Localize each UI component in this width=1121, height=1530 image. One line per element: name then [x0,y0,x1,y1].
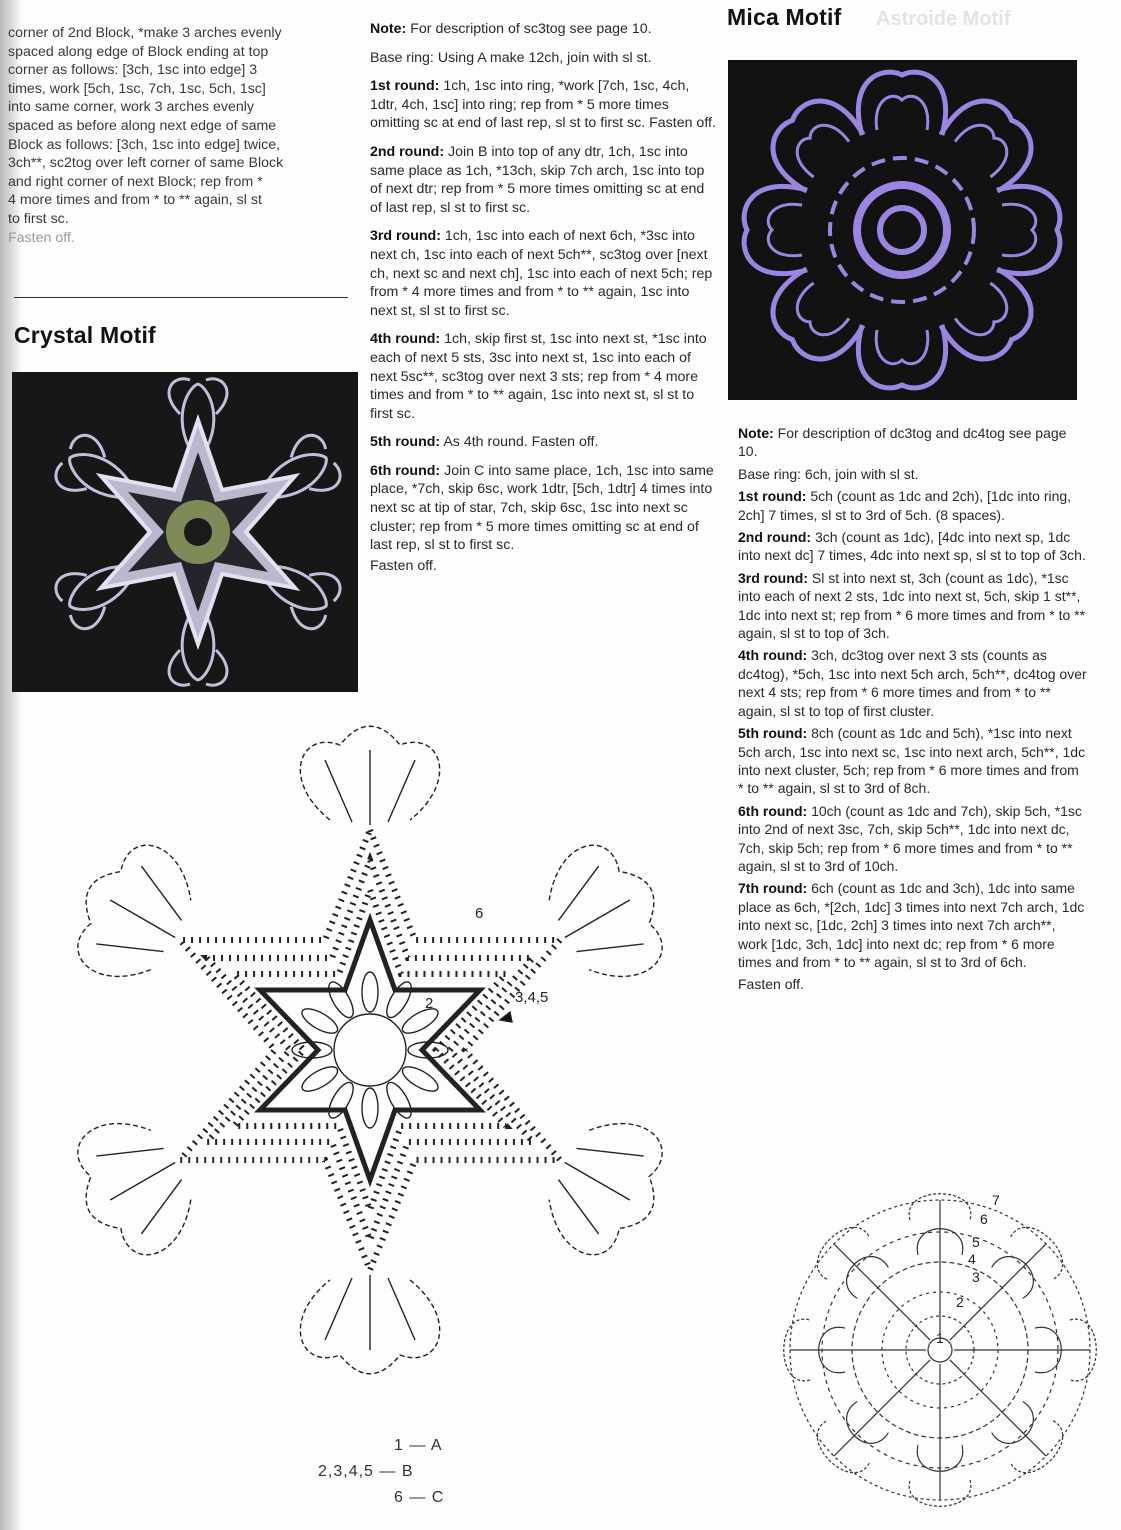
section-divider [14,297,348,298]
mica-crochet-chart [760,1165,1100,1525]
fragment-line: corner as follows: [3ch, 1sc into edge] 3 [8,62,258,79]
crystal-base-ring: Base ring: Using A make 12ch, join with sl st. [370,49,652,66]
previous-pattern-fragment [8,24,348,247]
fragment-line: to first sc. [8,210,69,227]
chart-round-label: 1 [936,1330,944,1346]
mica-round-7: 7th round: 6ch (count as 1dc and 3ch), 1dc into same place as 6ch, *[2ch, 1dc] 3 times into next 7ch arch, 1dc into next sc, [1dc, 2ch] 3 times into next 7ch arch**, work [1dc, 3ch, 1dc] into next dc; rep from * 6 more times and from * to ** again, sl st to 3rd of 6ch. [738,880,1085,970]
legend-row: 2,3,4,5 — B [318,1463,414,1480]
fragment-line: into same corner, work 3 arches evenly [8,99,255,116]
chart-round-label: 2 [956,1294,964,1310]
mica-fasten-off: Fasten off. [738,976,804,993]
mica-round-3: 3rd round: Sl st into next st, 3ch (count as 1dc), *1sc into each of next 2 sts, 1dc into next st, 5ch, skip 1 st**, 1dc into next st; rep from * 6 more times and from * to ** again, sl st to top of 3ch. [738,569,1086,642]
fragment-line: spaced along edge of Block ending at top [8,43,269,60]
mica-round-5: 5th round: 8ch (count as 1dc and 5ch), *1sc into next 5ch arch, 1sc into next sc, 1sc into next arch, 5ch**, 1dc into next cluster, 5ch; rep from * 6 more times and from * to ** again, sl st to 3rd of 8ch. [738,725,1086,797]
yarn-legend [318,1437,444,1507]
chart-round-label: 3 [972,1269,980,1285]
chart-round-label: 5 [972,1234,980,1250]
bleed-through-heading: Astroide Motif [876,8,1011,30]
fragment-line: Fasten off. [8,229,75,246]
fragment-line: 4 more times and from * to ** again, sl st [8,192,262,209]
mica-round-2: 2nd round: 3ch (count as 1dc), [4dc into next sp, 1dc into next dc] 7 times, 4dc into next sp, sl st to top of 3ch. [738,529,1086,564]
mica-motif-title: Mica Motif [727,4,842,30]
fragment-line: corner of 2nd Block, *make 3 arches evenly [8,25,282,41]
legend-row: 1 — A [394,1437,443,1454]
crystal-round-1: 1st round: 1ch, 1sc into ring, *work [7ch, 1sc, 4ch, 1dtr, 4ch, 1sc] into ring; rep from * 5 more times omitting sc at end of last rep, sl st to first sc. Fasten off. [370,78,716,132]
chart-round-label: 3,4,5 [515,989,549,1006]
mica-round-1: 1st round: 5ch (count as 1dc and 2ch), [1dc into ring, 2ch] 7 times, sl st to 3rd of 5ch. (8 spaces). [738,488,1072,523]
fragment-line: spaced as before along next edge of same [8,117,277,134]
fragment-line: and right corner of next Block; rep from * [8,173,263,190]
mica-instructions [738,424,1088,1004]
fragment-line: 3ch**, sc2tog over left corner of same Block [8,155,284,172]
mica-round-6: 6th round: 10ch (count as 1dc and 7ch), skip 5ch, *1sc into 2nd of next 3sc, 7ch, skip 5ch**, 1dc into next dc, 7ch, skip 5ch; rep from * 6 more times and from * to ** again, sl st to 3rd of 10ch. [738,802,1082,874]
chart-round-label: 2 [425,995,434,1012]
crystal-round-3: 3rd round: 1ch, 1sc into each of next 6ch, *3sc into next ch, 1sc into each of next 5ch**, sc3tog over [next ch, next sc and next ch], 1sc into each of next 5ch; rep from * 4 more times and from * to ** again, 1sc into next st, sl st to first sc. [370,228,713,319]
crystal-motif-photo [12,372,358,692]
crystal-motif-title: Crystal Motif [14,322,156,348]
crystal-crochet-chart [60,720,680,1400]
fragment-line: times, work [5ch, 1sc, 7ch, 1sc, 5ch, 1sc] [8,80,266,97]
crystal-round-2: 2nd round: Join B into top of any dtr, 1ch, 1sc into same place as 1ch, *13ch, skip 7ch arch, 1sc into top of next dtr; rep from * 5 more times omitting sc at end of last rep, sl st to first sc. [370,143,705,216]
chart-round-label: 7 [992,1192,1000,1208]
crystal-round-5: 5th round: As 4th round. Fasten off. [370,434,599,451]
fragment-line: Block as follows: [3ch, 1sc into edge] twice, [8,136,281,153]
crystal-round-6: 6th round: Join C into same place, 1ch, 1sc into same place, *7ch, skip 6sc, work 1dtr, [5ch, 1dtr] 4 times into next sc at tip of star, 7ch, skip 6sc, 1sc into next sc cluster; rep from * 5 more times omitting sc at end of last rep, sl st to first sc. [370,462,714,554]
crystal-fasten-off: Fasten off. [370,557,437,574]
mica-round-4: 4th round: 3ch, dc3tog over next 3 sts (counts as dc4tog), *5ch, 1sc into next 5ch arch, 5ch**, dc4tog over next 4 sts; rep from * 6 more times and from * to ** again, sl st to top of first cluster. [738,647,1087,719]
mica-motif-photo [728,60,1077,400]
chart-round-label: 6 [475,905,484,922]
chart-round-label: 4 [968,1251,976,1267]
chart-round-label: 6 [980,1211,988,1227]
crystal-instructions [370,20,718,585]
mica-base-ring: Base ring: 6ch, join with sl st. [738,465,919,482]
crystal-round-4: 4th round: 1ch, skip first st, 1sc into next st, *1sc into each of next 5 sts, 3sc into next st, 1sc into each of next 5sc**, sc3tog over next 3 sts; rep from * 4 more times and from * to ** again, 1sc into next st, sl st to first sc. [370,331,707,422]
mica-note: Note: For description of dc3tog and dc4tog see page 10. [738,425,1067,460]
legend-row: 6 — C [394,1489,445,1506]
crystal-note: Note: For description of sc3tog see page 10. [370,21,652,37]
